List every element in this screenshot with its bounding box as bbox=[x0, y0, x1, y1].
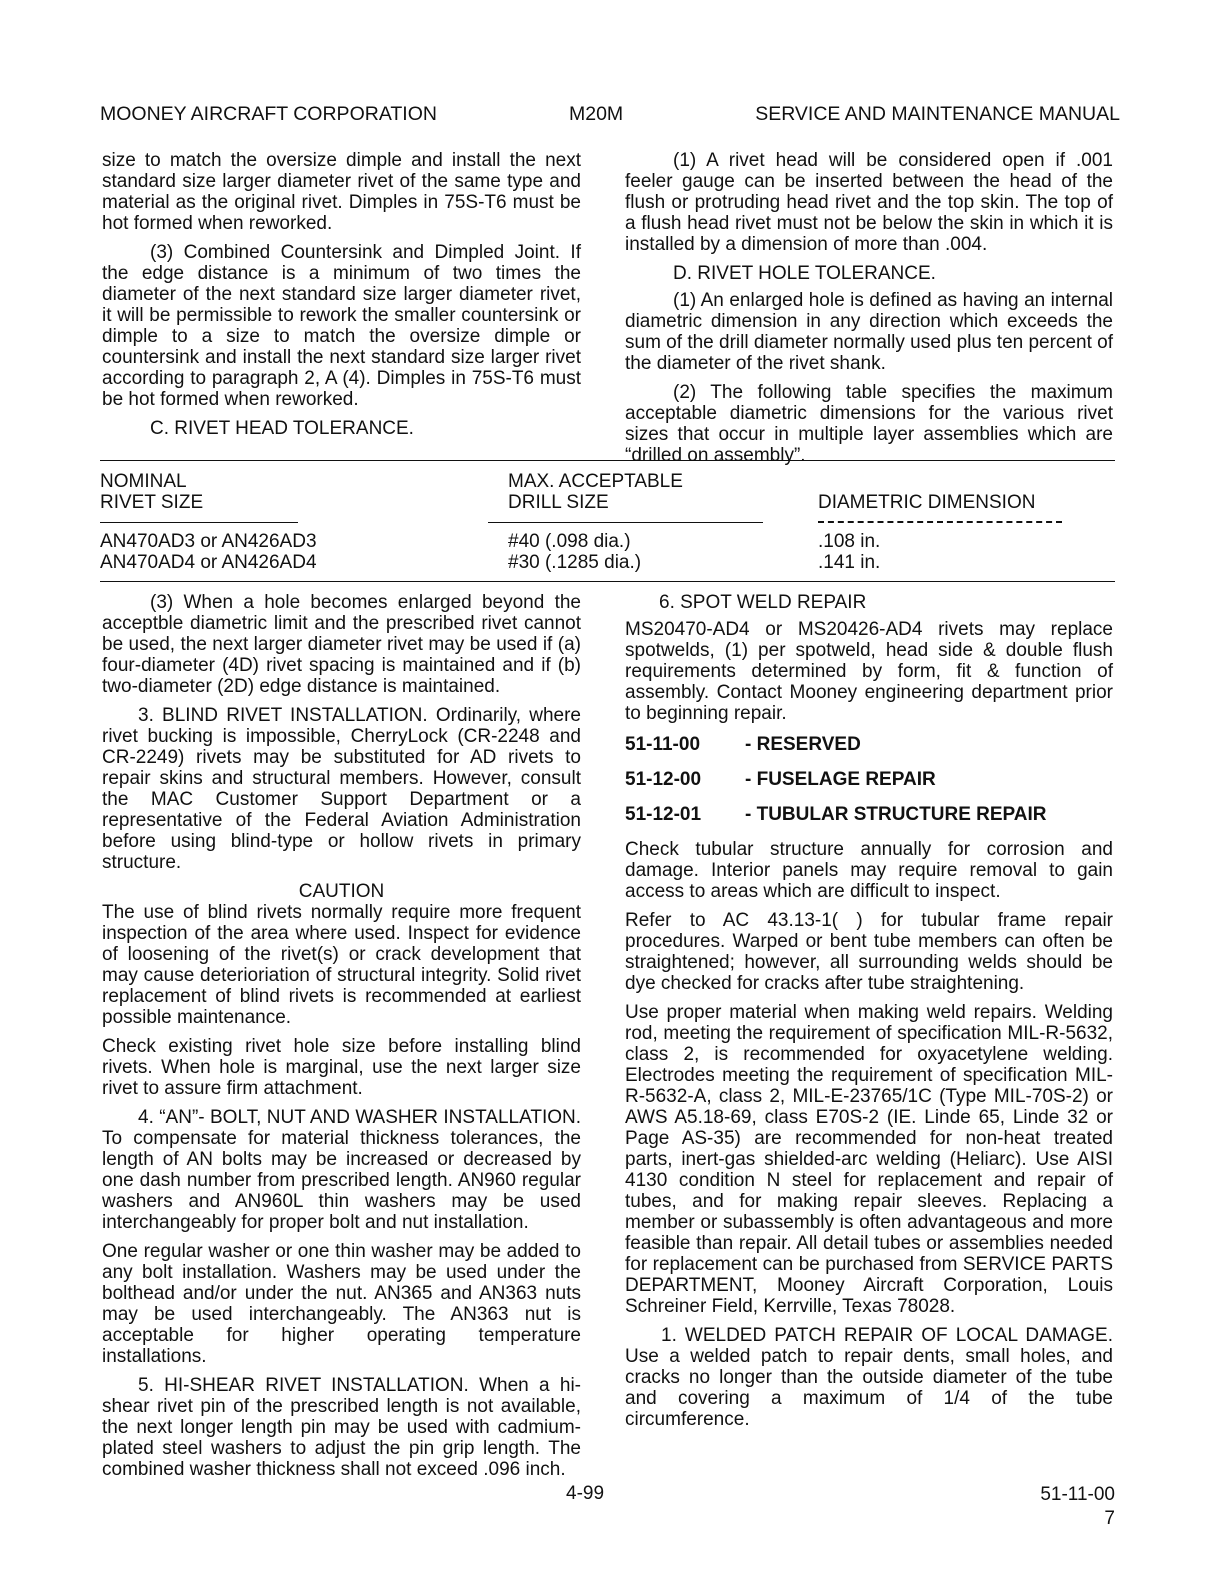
section-title: - TUBULAR STRUCTURE REPAIR bbox=[745, 804, 1047, 825]
paragraph: One regular washer or one thin washer may be added to any bolt installation. Washers may be used under the bolthead and/or under the nut. AN365 and AN363 nuts may be used interchangeably. The AN363 nut is acceptable for higher operating temperature installations. bbox=[102, 1241, 581, 1367]
col-header-nominal: NOMINAL bbox=[100, 471, 187, 492]
paragraph: size to match the oversize dimple and install the next standard size larger diameter rivet of the same type and material as the original rivet. Dimples in 75S-T6 must be hot formed when reworked. bbox=[102, 150, 581, 234]
cell-dimension: .141 in. bbox=[818, 552, 881, 573]
col-header-diametric-dimension: DIAMETRIC DIMENSION bbox=[818, 492, 1036, 513]
header-underlines bbox=[100, 517, 1115, 527]
cell-drill: #30 (.1285 dia.) bbox=[508, 552, 642, 573]
right-column-top bbox=[625, 150, 1113, 474]
cell-rivet: AN470AD3 or AN426AD3 bbox=[100, 531, 317, 552]
footer-revision: 7 bbox=[1104, 1508, 1115, 1529]
paragraph-blind-rivet: 3. BLIND RIVET INSTALLATION. Ordinarily, where rivet bucking is impossible, CherryLock (CR-2248 and CR-2249) rivets may be substituted for AD rivets to repair skins and structural members. However, consult the MAC Customer Support Department or a representative of the Federal Aviation Administration before using blind-type or hollow rivets in primary structure. bbox=[102, 705, 581, 873]
paragraph: Check tubular structure annually for corrosion and damage. Interior panels may require removal to gain access to areas which are difficult to inspect. bbox=[625, 839, 1113, 902]
paragraph-an-bolt: 4. “AN”- BOLT, NUT AND WASHER INSTALLATION. To compensate for material thickness tolerances, the length of AN bolts may be increased or decreased by one dash number from prescribed length. AN960 regular washers and AN960L thin washers may be used interchangeably for proper bolt and nut installation. bbox=[102, 1107, 581, 1233]
col-header-max-acceptable: MAX. ACCEPTABLE bbox=[508, 471, 683, 492]
table-row bbox=[100, 531, 1115, 552]
cell-rivet: AN470AD4 or AN426AD4 bbox=[100, 552, 317, 573]
cell-dimension: .108 in. bbox=[818, 531, 881, 552]
paragraph: (1) A rivet head will be considered open if .001 feeler gauge can be inserted between the head of the flush or protruding head rivet and the top skin. The top of a flush head rivet must not be below the skin in which it is installed by a dimension of more than .004. bbox=[625, 150, 1113, 255]
section-heading bbox=[625, 734, 1113, 755]
paragraph: Check existing rivet hole size before installing blind rivets. When hole is marginal, use the next larger size rivet to assure firm attachment. bbox=[102, 1036, 581, 1099]
heading-spot-weld-repair: 6. SPOT WELD REPAIR bbox=[659, 592, 867, 613]
table-bottom-rule bbox=[100, 581, 1115, 582]
paragraph: MS20470-AD4 or MS20426-AD4 rivets may replace spotwelds, (1) per spotweld, head side & double flush requirements determined by form, fit & function of assembly. Contact Mooney engineering department prior to beginning repair. bbox=[625, 619, 1113, 724]
page-header bbox=[100, 102, 1120, 126]
table-row bbox=[100, 552, 1115, 573]
section-title: - FUSELAGE REPAIR bbox=[745, 769, 936, 790]
paragraph-welded-patch: 1. WELDED PATCH REPAIR OF LOCAL DAMAGE. Use a welded patch to repair dents, small holes, and cracks no longer than the outside diameter of the tube and covering a maximum of 1/4 of the tube circumference. bbox=[625, 1325, 1113, 1430]
right-column-bottom bbox=[625, 592, 1113, 1430]
header-company: MOONEY AIRCRAFT CORPORATION bbox=[100, 103, 437, 125]
section-number: 51-12-01 bbox=[625, 804, 702, 825]
footer-section-ref: 51-11-00 bbox=[1040, 1484, 1115, 1505]
paragraph: (3) When a hole becomes enlarged beyond the acceptble diametric limit and the prescribed rivet cannot be used, the next larger diameter rivet may be used if (a) four-diameter (4D) rivet spacing is maintained and if (b) two-diameter (2D) edge distance is maintained. bbox=[102, 592, 581, 697]
table-top-rule bbox=[100, 460, 1115, 461]
cell-drill: #40 (.098 dia.) bbox=[508, 531, 631, 552]
header-model: M20M bbox=[568, 103, 624, 125]
paragraph: (2) The following table specifies the maximum acceptable diametric dimensions for the various rivet sizes that occur in multiple layer assemblies which are “drilled on assembly”. bbox=[625, 382, 1113, 466]
section-number: 51-11-00 bbox=[625, 734, 701, 755]
heading-rivet-head-tolerance: C. RIVET HEAD TOLERANCE. bbox=[150, 418, 414, 439]
left-column-top bbox=[102, 150, 581, 447]
paragraph: (1) An enlarged hole is defined as having an internal diametric dimension in any direction which exceeds the sum of the drill diameter normally used plus ten percent of the diameter of the rivet shank. bbox=[625, 290, 1113, 374]
rivet-tolerance-table bbox=[100, 460, 1115, 582]
paragraph-hi-shear: 5. HI-SHEAR RIVET INSTALLATION. When a hi-shear rivet pin of the prescribed length is not available, the next longer length pin may be used with cadmium-plated steel washers to adjust the pin grip length. The combined washer thickness shall not exceed .096 inch. bbox=[102, 1375, 581, 1480]
section-heading bbox=[625, 804, 1113, 825]
section-number: 51-12-00 bbox=[625, 769, 702, 790]
paragraph: (3) Combined Countersink and Dimpled Joint. If the edge distance is a minimum of two times the diameter of the next standard size larger diameter rivet, it will be permissible to rework the smaller countersink or dimple to a size to match the oversize dimple or countersink and install the next standard size larger rivet according to paragraph 2, A (4). Dimples in 75S-T6 must be hot formed when reworked. bbox=[102, 242, 581, 410]
caution-text: The use of blind rivets normally require more frequent inspection of the area where used. Inspect for evidence of loosening of the rivet(s) or crack development that may cause deterioriation of structural integrity. Solid rivet replacement of blind rivets is recommended at earliest possible maintenance. bbox=[102, 902, 581, 1028]
page-number: 4-99 bbox=[566, 1483, 605, 1504]
section-heading bbox=[625, 769, 1113, 790]
left-column-bottom bbox=[102, 592, 581, 1488]
table-body bbox=[100, 531, 1115, 573]
paragraph: Use proper material when making weld repairs. Welding rod, meeting the requirement of specification MIL-R-5632, class 2, is recommended for oxyacetylene welding. Electrodes meeting the requirement of specification MIL-R-5632-A, class 2, MIL-E-23765/1C (Type MIL-70S-2) or AWS A5.18-69, class E70S-2 (IE. Linde 65, Linde 32 or Page AS-35) are recommended for non-heat treated parts, inert-gas shielded-arc welding (Heliarc). Use AISI 4130 condition N steel for replacement and repair of tubes, and for making repair sleeves. Replacing a member or subassembly is often advantageous and more feasible than repair. All detail tubes or assemblies needed for replacement can be purchased from SERVICE PARTS DEPARTMENT, Mooney Aircraft Corporation, Louis Schreiner Field, Kerrville, Texas 78028. bbox=[625, 1002, 1113, 1317]
footer-reference bbox=[1040, 1483, 1115, 1531]
col-header-rivet-size: RIVET SIZE bbox=[100, 492, 204, 513]
section-title: - RESERVED bbox=[745, 734, 861, 755]
col-header-drill-size: DRILL SIZE bbox=[508, 492, 609, 513]
paragraph: Refer to AC 43.13-1( ) for tubular frame repair procedures. Warped or bent tube members can often be straightened; however, all surrounding welds should be dye checked for cracks after tube straightening. bbox=[625, 910, 1113, 994]
heading-rivet-hole-tolerance: D. RIVET HOLE TOLERANCE. bbox=[673, 263, 936, 284]
header-manual-title: SERVICE AND MAINTENANCE MANUAL bbox=[755, 103, 1120, 125]
caution-title: CAUTION bbox=[298, 881, 385, 902]
table-header-row bbox=[100, 471, 1115, 513]
